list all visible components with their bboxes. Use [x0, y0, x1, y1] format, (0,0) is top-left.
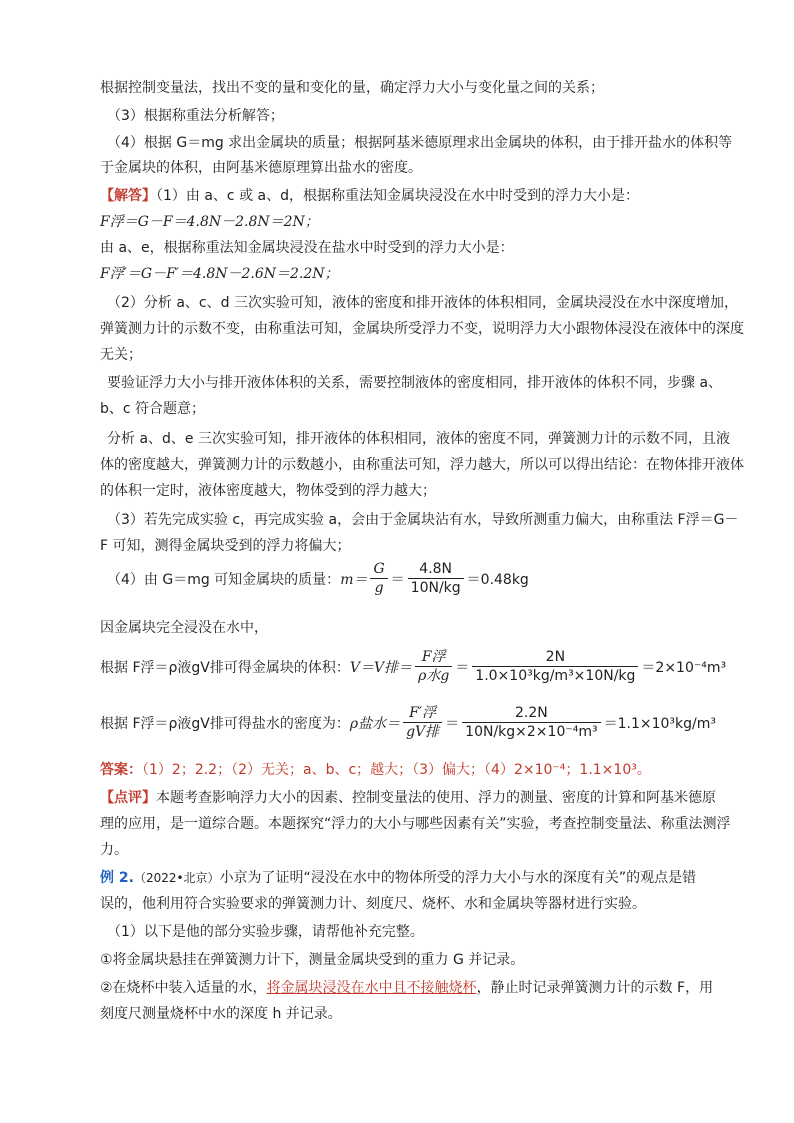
formula-prefix: （4）由 G＝mg 可知金属块的质量： [107, 571, 341, 588]
example-line: ①将金属块悬挂在弹簧测力计下，测量金属块受到的重力 G 并记录。 [100, 952, 525, 968]
formula-prefix: 根据 F浮＝ρ液gV排可得盐水的密度为： [100, 715, 350, 732]
fraction-numerator: F′浮 [403, 704, 442, 723]
fraction [472, 648, 638, 685]
example-line [100, 868, 730, 888]
solution-line: 无关； [100, 347, 142, 363]
fraction-numerator: G [370, 560, 387, 579]
solution-line: 因金属块完全浸没在水中， [100, 620, 268, 636]
fraction-denominator: 1.0×10³kg/m³×10N/kg [475, 668, 636, 684]
solution-line [100, 186, 730, 206]
formula-eq: ＝ [455, 659, 470, 676]
fraction-denominator: gV排 [406, 724, 440, 740]
solution-line: F浮＝G－F＝4.8N－2.8N＝2N； [100, 214, 319, 230]
formula-eq: ＝ [390, 571, 405, 588]
formula-prefix: 根据 F浮＝ρ液gV排可得金属块的体积： [100, 659, 350, 676]
solution-line: b、c 符合题意； [100, 401, 206, 417]
fraction-denominator: ρ水g [418, 668, 450, 684]
analysis-line: 根据控制变量法，找出不变的量和变化的量，确定浮力大小与变化量之间的关系； [100, 80, 604, 96]
solution-line: 分析 a、d、e 三次实验可知，排开液体的体积相同，液体的密度不同，弹簧测力计的示数不同，且液 [107, 431, 730, 447]
solution-tag: 【解答】 [100, 188, 156, 204]
analysis-line: 于金属块的体积，由阿基米德原理算出盐水的密度。 [100, 160, 422, 176]
example-line: 刻度尺测量烧杯中水的深度 h 并记录。 [100, 1006, 342, 1022]
fraction-denominator: g [374, 580, 384, 596]
formula-result: ＝2×10⁻⁴m³ [641, 659, 727, 676]
formula-eq: ＝ [445, 715, 460, 732]
formula-result: ＝1.1×10³kg/m³ [603, 715, 716, 732]
example-tag: 例 2. [100, 870, 134, 886]
formula-lhs: V＝V排＝ [349, 659, 413, 676]
solution-line: 由 a、e，根据称重法知金属块浸没在盐水中时受到的浮力大小是： [100, 240, 514, 256]
answer-text: （1）2；2.2；（2）无关；a、b、c；越大；（3）偏大；（4）2×10⁻⁴；1.1×10³。 [142, 762, 651, 778]
fraction [415, 648, 452, 685]
formula-density [100, 704, 716, 741]
solution-line: 的体积一定时，液体密度越大，物体受到的浮力越大； [100, 483, 436, 499]
fraction-numerator: 2N [472, 648, 638, 667]
example-source: （2022•北京） [133, 871, 220, 885]
fraction-numerator: 2.2N [462, 704, 600, 723]
fraction [462, 704, 600, 741]
fraction [403, 704, 442, 741]
fraction [370, 560, 387, 597]
formula-mass [107, 560, 529, 597]
formula-result: ＝0.48kg [466, 571, 529, 588]
example-line: 误的，他利用符合实验要求的弹簧测力计、刻度尺、烧杯、水和金属块等器材进行实验。 [100, 896, 646, 912]
formula-lhs: ρ盐水＝ [349, 715, 401, 732]
answer-tag: 答案： [100, 762, 142, 778]
example-line [100, 978, 730, 998]
fraction [408, 560, 464, 597]
solution-line: 弹簧测力计的示数不变，由称重法可知，金属块所受浮力不变，说明浮力大小跟物体浸没在液体中的深度 [100, 321, 744, 337]
analysis-line: （4）根据 G＝mg 求出金属块的质量；根据阿基米德原理求出金属块的体积，由于排开盐水的体积等 [107, 135, 733, 151]
solution-line: 要验证浮力大小与排开液体体积的关系，需要控制液体的密度相同，排开液体的体积不同，步骤 a、 [107, 375, 723, 391]
fraction-numerator: F浮 [415, 648, 452, 667]
step-text: ，静止时记录弹簧测力计的示数 F，用 [476, 980, 714, 996]
step-text: ②在烧杯中装入适量的水， [100, 980, 267, 996]
solution-line: （2）分析 a、c、d 三次实验可知，液体的密度和排开液体的体积相同，金属块浸没在水中深度增加， [107, 295, 738, 311]
comment-line: 力。 [100, 842, 128, 858]
comment-line [100, 788, 730, 808]
fraction-denominator: 10N/kg×2×10⁻⁴m³ [465, 724, 598, 740]
example-line: （1）以下是他的部分实验步骤，请帮他补充完整。 [107, 924, 424, 940]
formula-lhs: m＝ [340, 571, 368, 588]
comment-tag: 【点评】 [100, 790, 156, 806]
example-text: 小京为了证明“浸没在水中的物体所受的浮力大小与水的深度有关”的观点是错 [219, 870, 697, 886]
comment-text: 本题考查影响浮力大小的因素、控制变量法的使用、浮力的测量、密度的计算和阿基米德原 [156, 790, 716, 806]
fraction-denominator: 10N/kg [410, 580, 461, 596]
fill-in-answer: 将金属块浸没在水中且不接触烧杯 [266, 980, 477, 996]
answer-line [100, 760, 730, 780]
solution-line: （3）若先完成实验 c，再完成实验 a，会由于金属块沾有水，导致所测重力偏大，由称重法 F浮＝G－ [107, 512, 739, 528]
comment-line: 理的应用，是一道综合题。本题探究“浮力的大小与哪些因素有关”实验，考查控制变量法、称重法测浮 [100, 816, 731, 832]
analysis-line: （3）根据称重法分析解答； [107, 108, 284, 124]
fraction-numerator: 4.8N [408, 560, 464, 579]
solution-text: （1）由 a、c 或 a、d，根据称重法知金属块浸没在水中时受到的浮力大小是： [156, 188, 639, 204]
solution-line: 体的密度越大，弹簧测力计的示数越小，由称重法可知，浮力越大，所以可以得出结论：在物体排开液体 [100, 457, 744, 473]
solution-line: F浮′＝G－F′＝4.8N－2.6N＝2.2N； [100, 266, 339, 282]
formula-volume [100, 648, 726, 685]
solution-line: F 可知，测得金属块受到的浮力将偏大； [100, 538, 351, 554]
